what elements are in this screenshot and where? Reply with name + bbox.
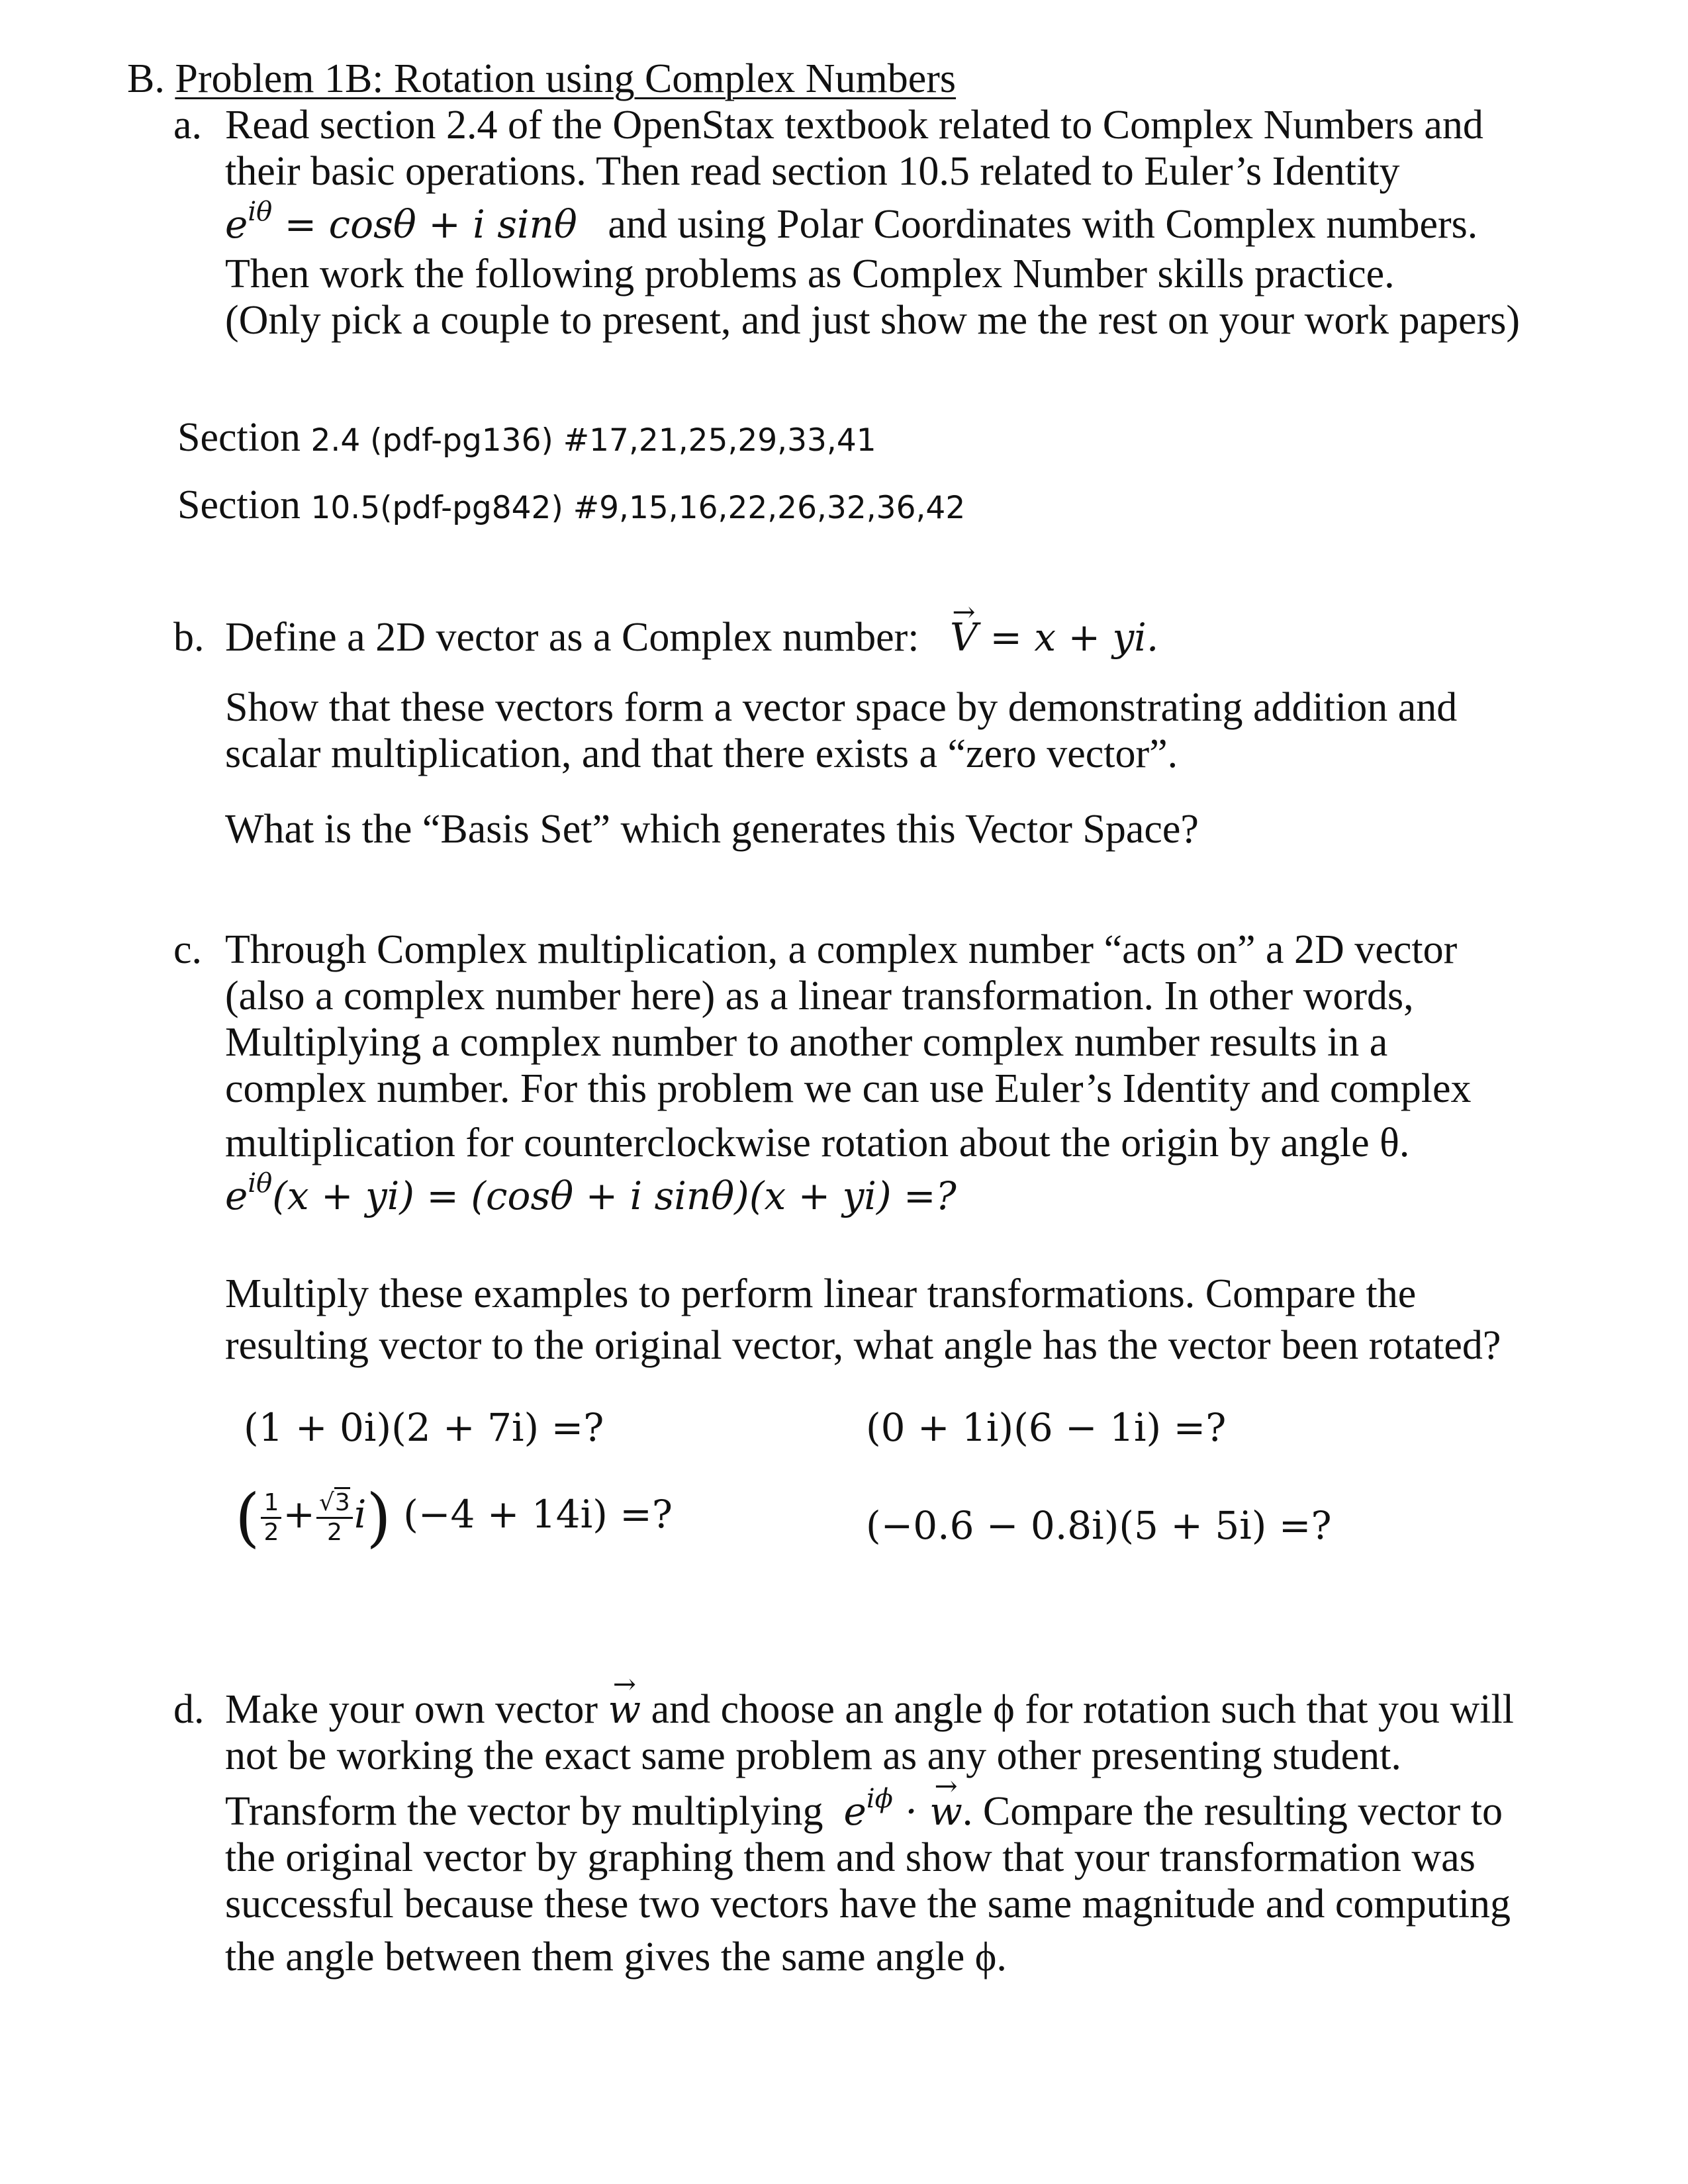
part-d-line-2: not be working the exact same problem as any other presenting student. bbox=[225, 1733, 1401, 1778]
vector-w: → w bbox=[608, 1690, 641, 1729]
vector-w-2: → w bbox=[929, 1792, 962, 1831]
part-b-line-1: Define a 2D vector as a Complex number: → V = x + yi. bbox=[225, 617, 1158, 658]
part-c-line-5: multiplication for counterclockwise rotation about the origin by angle θ. bbox=[225, 1120, 1410, 1165]
part-d-line-1: Make your own vector → w and choose an angle ϕ for rotation such that you will bbox=[225, 1689, 1514, 1730]
part-a-line-3-tail: and using Polar Coordinates with Complex numbers. bbox=[608, 202, 1478, 247]
vector-v-equation: → V = x + yi. bbox=[950, 615, 1158, 660]
example-4: (−0.6 − 0.8i)(5 + 5i) =? bbox=[866, 1503, 1332, 1548]
part-a-line-4: Then work the following problems as Complex Number skills practice. bbox=[225, 251, 1395, 296]
part-a-line-1: Read section 2.4 of the OpenStax textbook related to Complex Numbers and bbox=[225, 103, 1483, 148]
part-d-line-6: the angle between them gives the same angle ϕ. bbox=[225, 1934, 1007, 1979]
part-d-line-4: the original vector by graphing them and show that your transformation was bbox=[225, 1835, 1476, 1880]
example-1: (1 + 0i)(2 + 7i) =? bbox=[244, 1405, 604, 1450]
part-c-line-4: complex number. For this problem we can use Euler’s Identity and complex bbox=[225, 1066, 1472, 1111]
part-b-line-3: scalar multiplication, and that there exists a “zero vector”. bbox=[225, 731, 1178, 776]
heading-label: B. bbox=[127, 56, 165, 101]
part-c-line-1: Through Complex multiplication, a complex number “acts on” a 2D vector bbox=[225, 927, 1458, 972]
part-c-line-3: Multiplying a complex number to another complex number results in a bbox=[225, 1020, 1388, 1065]
section-10-5: Section 10.5(pdf-pg842) #9,15,16,22,26,32,36,42 bbox=[177, 482, 966, 527]
part-a-euler-line bbox=[225, 197, 1478, 247]
part-d-marker: d. bbox=[173, 1687, 205, 1732]
part-c-line-7: resulting vector to the original vector, what angle has the vector been rotated? bbox=[225, 1323, 1501, 1368]
heading-title: Problem 1B: Rotation using Complex Numbers bbox=[175, 56, 957, 101]
part-b-line-2: Show that these vectors form a vector space by demonstrating addition and bbox=[225, 685, 1458, 730]
example-3: ( $\frac{1}{2}$ + $\frac{√3}{2}$ i) (−4 + 14i) =? bbox=[235, 1480, 673, 1555]
part-b-marker: b. bbox=[173, 615, 205, 660]
part-d-line-5: successful because these two vectors have the same magnitude and computing bbox=[225, 1882, 1511, 1927]
part-b-line-4: What is the “Basis Set” which generates this Vector Space? bbox=[225, 807, 1199, 852]
part-a-line-2: their basic operations. Then read section 10.5 related to Euler’s Identity bbox=[225, 149, 1400, 194]
problem-heading bbox=[127, 58, 956, 99]
example-2: (0 + 1i)(6 − 1i) =? bbox=[866, 1405, 1227, 1450]
part-c-line-2: (also a complex number here) as a linear transformation. In other words, bbox=[225, 974, 1414, 1019]
rotation-equation: $e^{i\theta}(x + yi) = (\cos\theta + i$ sinθ)(x + yi) =? bbox=[225, 1168, 957, 1218]
part-c-marker: c. bbox=[173, 927, 203, 972]
section-2-4: Section 2.4 (pdf-pg136) #17,21,25,29,33,41 bbox=[177, 415, 876, 460]
part-c-line-6: Multiply these examples to perform linear transformations. Compare the bbox=[225, 1271, 1417, 1316]
part-a-marker: a. bbox=[173, 103, 203, 148]
part-a-line-5: (Only pick a couple to present, and just show me the rest on your work papers) bbox=[225, 298, 1520, 343]
part-d-line-3: Transform the vector by multiplying $e^{i\phi}$ · → w. Compare the resulting vector to bbox=[225, 1791, 1503, 1832]
euler-identity: $e^{i\theta} = \cos\theta + i$ sinθ bbox=[225, 197, 577, 247]
